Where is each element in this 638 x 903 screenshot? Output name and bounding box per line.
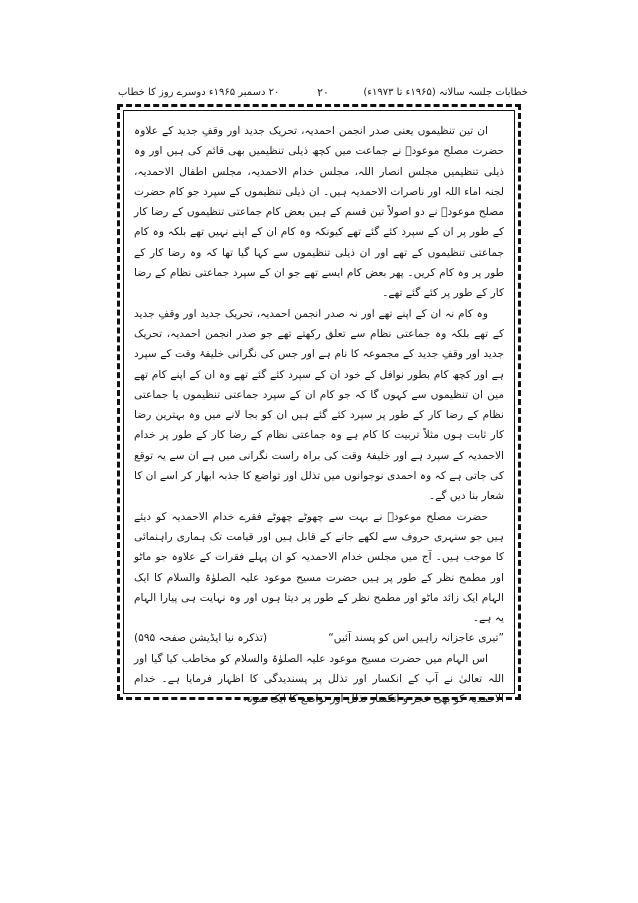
paragraph xyxy=(134,507,504,629)
text-line: اور ان ذیلی تنظیموں سے کہا گیا تھا کہ وہ رضا کار کے طور پر وہ کام کریں۔ پھر بعض کام ایسے تھے جو xyxy=(134,246,504,280)
text-frame xyxy=(117,104,521,706)
running-header xyxy=(118,84,528,102)
text-line: آج میں مجلس خدام الاحمدیہ کو ان پہلے فقرات کے علاوہ جو ماٹو اور مطمح نظر کے طور پر ہیں حضرت xyxy=(134,551,504,584)
paragraph xyxy=(134,304,504,507)
paragraph xyxy=(134,121,504,304)
text-line: ہے اور جس کی نگرانی خلیفۂ وقت کے سپرد ہے اور کچھ کام بطور نوافل کے خود ان کے سپرد کئے گئے xyxy=(134,348,504,381)
book-title: خطابات جلسہ سالانہ (۱۹۶۵ء تا ۱۹۷۳ء) xyxy=(363,87,528,98)
text-line: پر ان کے سپرد کئے گئے تھے کیونکہ وہ کام ان کے اپنے نہیں تھے بلکہ وہ کام جماعتی تنظیموں کے تھے xyxy=(134,226,505,259)
body-text xyxy=(134,121,504,710)
quote-reference: (تذکرہ نیا ایڈیشن صفحہ ۵۹۵) xyxy=(134,632,268,645)
page-number: ۲۰ xyxy=(317,86,329,99)
revelation-quote xyxy=(134,628,504,648)
text-line: ہوں مثلاً تربیت کا کام ہے وہ جماعتی نظام کے رضا کار کے طور پر خدام الاحمدیہ کے سپرد ہے اور xyxy=(134,429,504,462)
text-line: مسیح موعود علیہ الصلوٰۃ والسلام کا ایک الہام ایک زائد ماٹو اور مطمح نظر کے طور پر دیتا ہوں اور وہ xyxy=(134,571,504,604)
text-line: حضرت مصلح موعودؓ نے بہت سے چھوٹے چھوٹے فقرے خدام الاحمدیہ کو دیئے ہیں جو xyxy=(134,510,504,543)
text-line: سنہری حروف سے لکھے جانے کے قابل ہیں اور قیامت تک ہماری راہنمائی کا موجب ہیں۔ xyxy=(134,530,504,564)
text-line: جماعتی نظام کے رضا کار کے طور پر سپرد کئے گئے ہیں ان کو بجا لانے میں وہ بہترین رضا کار ثابت xyxy=(134,388,505,442)
text-line: نہایت ہی پیارا الہام یہ ہے۔ xyxy=(134,591,504,625)
text-line: نے جماعت میں کچھ ذیلی تنظیمیں بھی قائم کی ہیں اور وہ ذیلی تنظیمیں مجلس انصار اللہ، مجلس خدام الاحمدیہ، xyxy=(134,145,505,178)
section-title: ۲۰ دسمبر ۱۹۶۵ء دوسرے روز کا خطاب xyxy=(118,87,280,98)
text-line: خلیفۂ وقت کی براہ راست نگرانی میں ہے ان سے یہ توقع کی جاتی ہے کہ وہ احمدی نوجوانوں میں xyxy=(134,449,504,483)
text-line: انکسار اور تذلل پر پسندیدگی کا اظہار فرمایا ہے۔ خدام الاحمدیہ کو بھی عجز و انکسار تذلل اور تواضع کا ایک نمونہ xyxy=(134,673,504,706)
text-line: تھے وہ ان کے اپنے کام تھے میں ان تنظیموں سے کہوں گا کہ جو کام ان کے سپرد جماعتی تنظیموں یا xyxy=(134,368,504,401)
text-line: وہ جماعتی نظام سے تعلق رکھتے تھے جو صدر انجمن احمدیہ، تحریک جدید اور وقفِ جدید کے مجموعہ کا نام xyxy=(134,327,504,361)
text-line: مجلس اطفال الاحمدیہ، لجنہ اماء اللہ اور ناصرات الاحمدیہ ہیں۔ ان ذیلی تنظیموں کے سپرد جو کام xyxy=(134,165,504,198)
paragraph xyxy=(134,649,504,710)
text-line: تذلل اور تواضع کا جذبہ ابھار کر اسے ان کا شعار بنا دیں گے۔ xyxy=(134,470,504,503)
text-line: ان تین تنظیموں یعنی صدر انجمن احمدیہ، تحریک جدید اور وقفِ جدید کے علاوہ حضرت مصلح موعودؓ xyxy=(134,125,504,158)
text-line: اس الہام میں حضرت مسیح موعود علیہ الصلوٰۃ والسلام کو مخاطب کیا گیا اور اللہ تعالیٰ نے آپ کے xyxy=(134,652,505,686)
text-line: ان کے سپرد جماعتی نظام کے رضا کار کے طور پر کئے گئے تھے۔ xyxy=(134,267,504,300)
text-line: وہ کام نہ ان کے اپنے تھے اور نہ صدر انجمن احمدیہ، تحریک جدید اور وقفِ جدید کے تھے بلکہ xyxy=(134,307,505,340)
quote-text: ”تیری عاجزانہ راہیں اس کو پسند آئیں“ xyxy=(328,632,504,645)
text-line: حضرت مصلح موعودؓ نے دو اصولاً تین قسم کے ہیں بعض کام جماعتی تنظیموں کے رضا کار کے طور xyxy=(134,185,504,239)
